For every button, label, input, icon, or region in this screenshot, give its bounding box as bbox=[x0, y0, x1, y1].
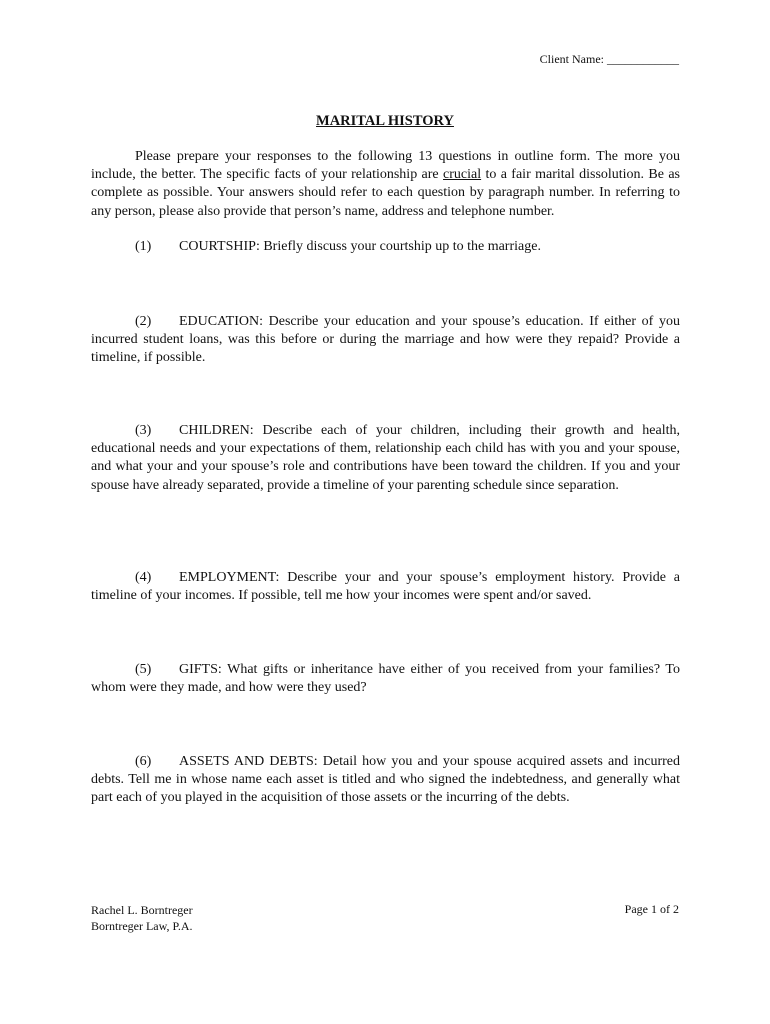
question-number: (5) bbox=[135, 662, 152, 677]
question-text: ASSETS AND DEBTS: Detail how you and your spouse acquired assets and incurred debts. Tell me in whose name each asset is titled and who signed the indebtedness, and generally what part each of you played in the acquisition of those assets or the incurring of the debts. bbox=[91, 754, 680, 806]
question-3 bbox=[91, 422, 680, 495]
footer-firm: Borntreger Law, P.A. bbox=[91, 919, 193, 933]
question-1 bbox=[91, 238, 680, 256]
question-2 bbox=[91, 313, 680, 368]
footer-author: Rachel L. Borntreger bbox=[91, 903, 193, 917]
question-number: (1) bbox=[135, 239, 152, 254]
intro-text-1: Please prepare your responses to the following 13 questions in outline form. The more you include, the better. The specific facts of your relationship are bbox=[91, 149, 680, 183]
question-number: (3) bbox=[135, 423, 152, 438]
intro-text-2: to a fair marital dissolution. Be as complete as possible. Your answers should refer to each question by paragraph number. In referring to any person, please also provide that person’s name, address and telephone number. bbox=[91, 167, 680, 219]
question-text: EDUCATION: Describe your education and your spouse’s education. If either of you incurred student loans, was this before or during the marriage and how were they repaid? Provide a timeline, if possible. bbox=[91, 314, 680, 366]
page-title: MARITAL HISTORY bbox=[316, 113, 454, 129]
question-4 bbox=[91, 569, 680, 605]
question-text: COURTSHIP: Briefly discuss your courtship up to the marriage. bbox=[179, 239, 541, 254]
question-text: CHILDREN: Describe each of your children, including their growth and health, educational needs and your expectations of them, relationship each child has with you and your spouse, and what your and your spouse’s role and contributions have been toward the children. If you and your spouse have already separated, provide a timeline of your parenting schedule since separation. bbox=[91, 423, 680, 493]
question-text: EMPLOYMENT: Describe your and your spouse’s employment history. Provide a timeline of your incomes. If possible, tell me how your incomes were spent and/or saved. bbox=[91, 570, 680, 604]
page-number: Page 1 of 2 bbox=[624, 902, 679, 916]
intro-paragraph bbox=[91, 148, 680, 221]
question-6 bbox=[91, 753, 680, 808]
client-name-field: Client Name: ____________ bbox=[539, 52, 679, 66]
question-number: (2) bbox=[135, 314, 152, 329]
intro-underlined-word: crucial bbox=[443, 167, 482, 183]
question-text: GIFTS: What gifts or inheritance have either of you received from your families? To whom were they made, and how were they used? bbox=[91, 662, 680, 696]
footer-author-block bbox=[91, 902, 193, 934]
question-number: (6) bbox=[135, 754, 152, 769]
question-number: (4) bbox=[135, 570, 152, 585]
question-5 bbox=[91, 661, 680, 697]
